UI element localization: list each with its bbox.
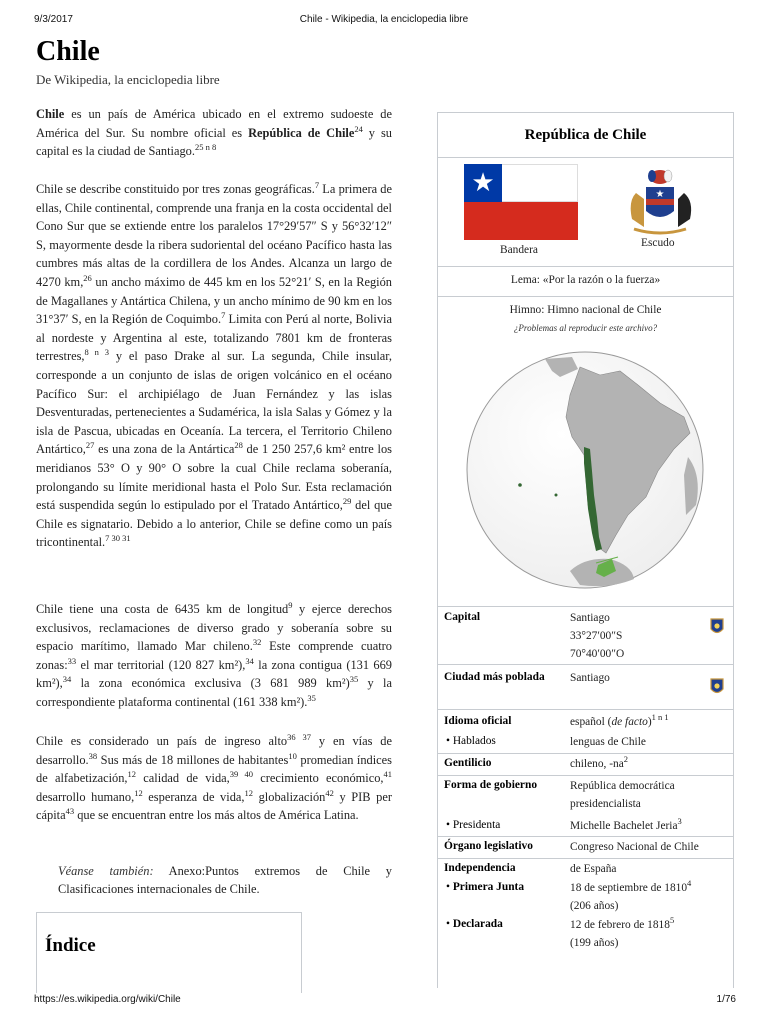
government-label: Forma de gobierno <box>444 779 538 791</box>
government-line-2[interactable]: presidencialista <box>570 798 641 810</box>
see-also-links[interactable]: Anexo:Puntos extremos de Chile y Clasificaciones internacionales de Chile. <box>58 864 392 896</box>
paragraph-maritime: Chile tiene una costa de 6435 km de longitud$^9$ y ejerce derechos exclusivos, reclamaciones de diverso grado y soberanía sobre su espacio marítimo, llamado Mar chileno.$^{32}$ Este comprende cuatro zonas:$^{33}$ el mar territorial (120 827 km²),$^{34}$ la zona contigua (131 669 km²),$^{34}$ la zona económica exclusiva (3 681 989 km²)$^{35}$ y la correspondiente plataforma continental (161 338 km²).$^{35}$ <box>36 599 392 709</box>
print-title: Chile - Wikipedia, la enciclopedia libre <box>299 14 469 25</box>
divider <box>438 858 733 859</box>
language-de-facto[interactable]: de facto <box>611 716 648 728</box>
divider <box>438 664 733 665</box>
print-page-number: 1/76 <box>716 994 736 1005</box>
largest-city-label: Ciudad más poblada <box>444 671 545 683</box>
svg-text:★: ★ <box>655 189 665 200</box>
declared-date[interactable]: 12 de febrero de 1818 <box>570 919 670 931</box>
language-value: español (de facto)$^{1 n 1}$ <box>570 712 669 728</box>
president-label: • Presidenta <box>446 819 501 831</box>
declared-years: (199 años) <box>570 937 619 949</box>
largest-city-value[interactable]: Santiago <box>570 672 610 684</box>
anthem[interactable]: Himno: Himno nacional de Chile <box>509 304 662 316</box>
spoken-label: • Hablados <box>446 735 496 747</box>
divider <box>438 709 733 710</box>
independence-value <box>570 860 617 878</box>
divider <box>438 296 733 297</box>
language-spanish[interactable]: español <box>570 716 605 728</box>
print-url: https://es.wikipedia.org/wiki/Chile <box>34 994 181 1005</box>
declared-value: 12 de febrero de 1818$^5$ (199 años) <box>570 916 674 952</box>
demonym-text: chileno, -na <box>570 758 624 770</box>
infobox-title: República de Chile <box>438 113 733 158</box>
paragraph-intro: Chile es un país de América ubicado en el extremo sudoeste de América del Sur. Su nombre oficial es República de Chile$^{24}$ y su capital es la ciudad de Santiago.$^{25 n 8}$ <box>36 107 392 159</box>
demonym-label: Gentilicio <box>444 757 492 769</box>
president-value: Michelle Bachelet Jeria$^3$ <box>570 816 682 832</box>
first-junta-label: • Primera Junta <box>446 881 525 893</box>
paragraph-geography: Chile se describe constituido por tres zonas geográficas.$^7$ La primera de ellas, Chile continental, comprende una franja en la costa occidental del Cono Sur que se extiende entre los paralelos 17°29′57″ S y 56°32′12″ S, mayormente desde la ribera sudoriental del océano Pacífico hasta las cumbres más altas de la cordillera de los Andes. Alcanza un largo de 4270 km,$^{26}$ un ancho máximo de 445 km en los 52°21′ S, en la Región de Magallanes y Antártica Chilena, y un ancho mínimo de 90 km en los 31°37′ S, en la Región de Coquimbo.$^7$ Limita con Perú al norte, Bolivia al nordeste y Argentina al este, totalizando 7801 km de fronteras terrestres,$^{8 n 3}$ y el paso Drake al sur. La segunda, Chile insular, corresponde a un conjunto de islas de origen volcánico en el océano Pacífico Sur: el archipiélago de Juan Fernández y las islas Desventuradas, pertenecientes a Sudamérica, la isla Salas y Gómez y la isla de Pascua, ubicadas en Oceanía. La tercera, el Territorio Chileno Antártico,$^{27}$ es una zona de la Antártica$^{28}$ de 1 250 257,6 km² entre los meridianos 53° O y 90° O sobre la cual Chile reclama soberanía, prolongando su límite meridional hasta el Polo Sur. Esta reclamación está suspendida según lo estipulado por el Tratado Antártico,$^{29}$ del que Chile es signatario. Debido a lo anterior, Chile se define como un país tricontinental.$^{7 30 31}$ <box>36 179 393 550</box>
capital-city[interactable]: Santiago <box>570 612 610 624</box>
print-date: 9/3/2017 <box>34 14 73 25</box>
spoken-value[interactable]: lenguas de Chile <box>570 736 646 748</box>
government-line-1[interactable]: República democrática <box>570 780 675 792</box>
toc-title: Índice <box>45 935 96 956</box>
see-also-label: Véanse también: <box>58 864 154 878</box>
declared-text[interactable]: Declarada <box>452 918 503 930</box>
independence-from[interactable]: de España <box>570 863 617 875</box>
table-of-contents <box>36 912 302 993</box>
page-subtitle: De Wikipedia, la enciclopedia libre <box>36 72 220 87</box>
divider <box>438 266 733 267</box>
legislature-label: Órgano legislativo <box>444 840 533 852</box>
paragraph-development: Chile es considerado un país de ingreso alto$^{36 37}$ y en vías de desarrollo.$^{38}$ Sus más de 18 millones de habitantes$^{10}$ promedian índices de alfabetización,$^{12}$ calidad de vida,$^{39 40}$ crecimiento económico,$^{41}$ desarrollo humano,$^{12}$ esperanza de vida,$^{12}$ globalización$^{42}$ y PIB per cápita$^{43}$ que se encuentran entre los más altos de América Latina. <box>36 731 393 823</box>
see-also-note <box>58 862 392 898</box>
globe-map[interactable] <box>460 345 710 595</box>
capital-latitude[interactable]: 33°27′00″S <box>570 630 623 642</box>
coat-of-arms-icon[interactable] <box>614 167 706 239</box>
first-junta-text[interactable]: Primera Junta <box>452 881 525 893</box>
divider <box>438 775 733 776</box>
divider <box>438 836 733 837</box>
first-junta-date[interactable]: 18 de septiembre de 1810 <box>570 882 688 894</box>
flag-image[interactable] <box>464 164 578 240</box>
first-junta-years: (206 años) <box>570 900 619 912</box>
santiago-coat-icon[interactable] <box>709 677 725 697</box>
declared-label: • Declarada <box>446 918 503 930</box>
coat-caption[interactable]: Escudo <box>641 237 675 249</box>
anthem-playback-note[interactable]: ¿Problemas al reproducir este archivo? <box>513 323 658 333</box>
demonym-value: chileno, $-na^2$ <box>570 754 629 770</box>
first-junta-value: 18 de septiembre de 1810$^4$ (206 años) <box>570 879 691 915</box>
motto: Lema: «Por la razón o la fuerza» <box>510 274 661 286</box>
star-icon: ★ <box>471 168 495 197</box>
capital-value <box>570 609 624 663</box>
santiago-coat-icon[interactable] <box>709 617 725 637</box>
divider <box>438 753 733 754</box>
president-name[interactable]: Michelle Bachelet Jeria <box>570 820 678 832</box>
legislature-value[interactable]: Congreso Nacional de Chile <box>570 841 699 853</box>
government-value <box>570 777 675 813</box>
infobox <box>437 112 734 988</box>
language-label: Idioma oficial <box>444 715 512 727</box>
capital-label: Capital <box>444 611 481 623</box>
capital-longitude[interactable]: 70°40′00″O <box>570 648 625 660</box>
page-title: Chile <box>36 36 100 67</box>
divider <box>438 606 733 607</box>
flag-caption[interactable]: Bandera <box>500 244 538 256</box>
independence-label: Independencia <box>444 862 516 874</box>
